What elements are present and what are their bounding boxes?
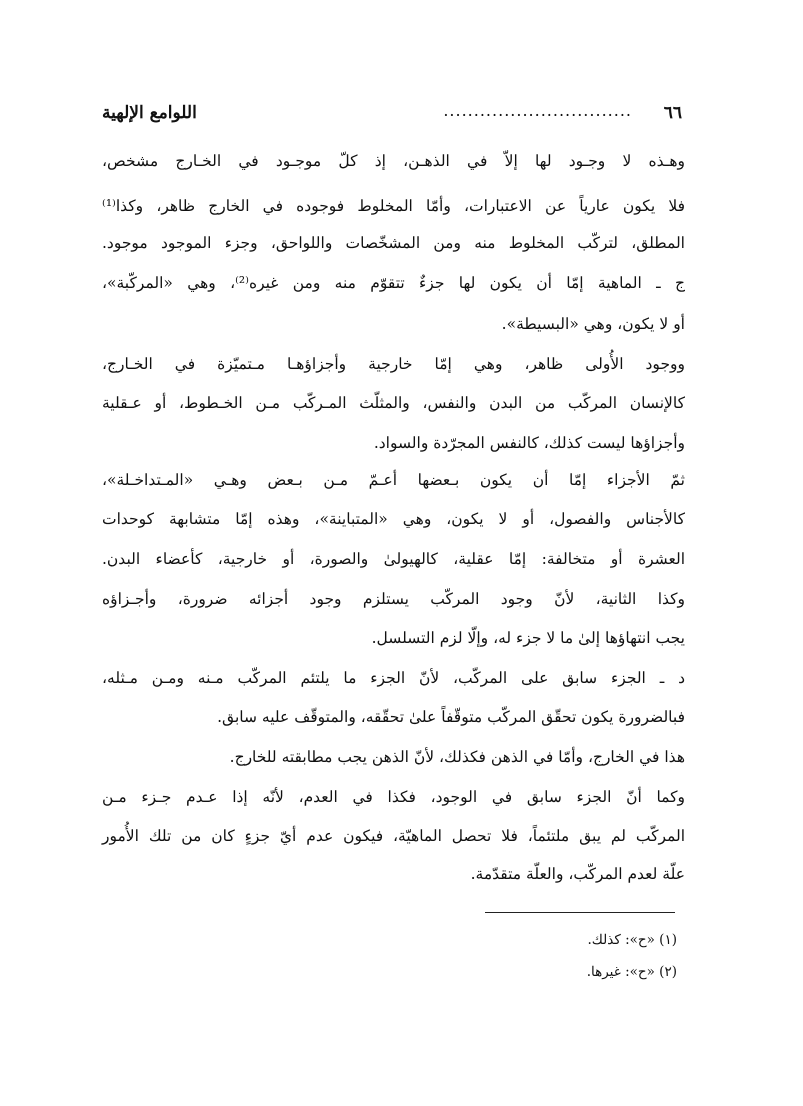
body-line: علّة لعدم المركّب، والعلّة متقدّمة.	[470, 865, 685, 883]
footnote-2: (٢) «ح»: غيرها.	[586, 964, 677, 980]
body-line: ووجود الأُولى ظاهر، وهي إمّا خارجية وأجزاؤهـا مـتميّزة في الخـارج،	[102, 355, 685, 373]
body-line: يجب انتهاؤها إلىٰ ما لا جزء له، وإلّا لزم التسلسل.	[371, 629, 685, 647]
running-title: اللوامع الإلهية	[102, 103, 197, 123]
body-line: العشرة أو متخالفة: إمّا عقلية، كالهيولىٰ والصورة، أو خارجية، كأعضاء البدن.	[102, 550, 685, 568]
page-number: ٦٦	[663, 103, 682, 123]
body-line: المطلق، لتركّب المخلوط منه ومن المشخّصات واللواحق، وجزء الموجود موجود.	[102, 234, 685, 252]
body-line: هذا في الخارج، وأمّا في الذهن فكذلك، لأنّ الذهن يجب مطابقته للخارج.	[229, 748, 685, 766]
body-line: وكما أنّ الجزء سابق في الوجود، فكذا في العدم، لأنّه إذا عـدم جـزء مـن	[102, 788, 685, 806]
body-line: كالإنسان المركّب من البدن والنفس، والمثلّث المـركّب مـن الخـطوط، أو عـقلية	[102, 394, 685, 412]
body-line: د ـ الجزء سابق على المركّب، لأنّ الجزء ما يلتئم المركّب مـنه ومـن مـثله،	[102, 669, 685, 687]
footnote-1: (١) «ح»: كذلك.	[587, 932, 677, 948]
body-line: المركّب لم يبق ملتئماً، فلا تحصل الماهيّة، فيكون عدم أيّ جزءٍ كان من تلك الأُمور	[102, 827, 685, 845]
body-line: وهـذه لا وجـود لها إلاّ في الذهـن، إذ كلّ موجـود في الخـارج مشخص،	[102, 152, 685, 170]
body-line: وكذا الثانية، لأنّ وجود المركّب يستلزم وجود أجزائه ضرورة، وأجـزاؤه	[102, 590, 685, 608]
body-line: ج ـ الماهية إمّا أن يكون لها جزءٌ تتقوّم منه ومن غيره⁽²⁾، وهي «المركّبة»،	[102, 274, 685, 292]
footnote-separator	[485, 912, 675, 913]
body-line: فلا يكون عارياً عن الاعتبارات، وأمّا المخلوط فوجوده في الخارج ظاهر، وكذا⁽¹⁾	[102, 197, 685, 215]
body-line: كالأجناس والفصول، أو لا يكون، وهي «المتباينة»، وهذه إمّا متشابهة كوحدات	[102, 510, 685, 528]
body-line: وأجزاؤها ليست كذلك، كالنفس المجرّدة والسواد.	[373, 434, 685, 452]
header-leader-dots: ...............................	[443, 101, 632, 120]
body-line: ثمّ الأجزاء إمّا أن يكون بـعضها أعـمّ مـن بـعض وهـي «المـتداخـلة»،	[102, 471, 685, 489]
running-header	[102, 103, 682, 130]
body-line: فبالضرورة يكون تحقّق المركّب متوقّفاً علىٰ تحقّقه، والمتوقّف عليه سابق.	[217, 708, 685, 726]
body-line: أو لا يكون، وهي «البسيطة».	[501, 315, 685, 333]
